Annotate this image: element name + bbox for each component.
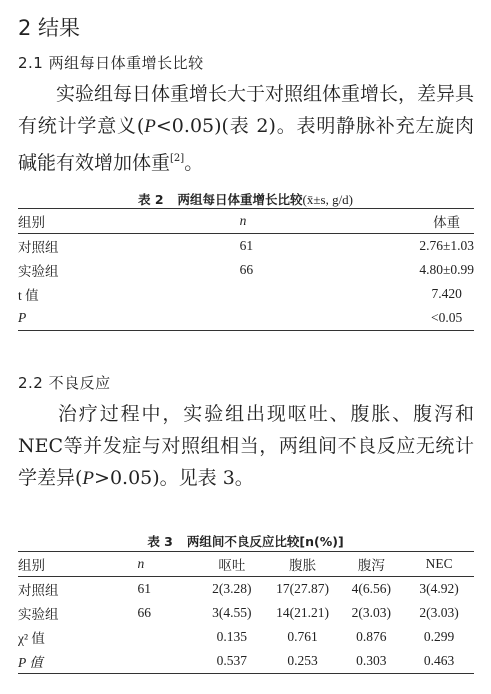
column-header: 体重 bbox=[433, 215, 461, 230]
p-symbol: P bbox=[144, 116, 156, 137]
table-cell: 0.761 bbox=[287, 629, 318, 644]
table2 bbox=[18, 208, 474, 331]
table-row bbox=[18, 649, 474, 674]
paragraph-text: 治疗过程中，实验组出现呕吐、腹胀、腹泻和 NEC等并发症与对照组相当，两组间不良反应无统计学差异( bbox=[18, 403, 474, 489]
reference-mark: [2] bbox=[170, 153, 185, 164]
table-cell: 4(6.56) bbox=[351, 581, 392, 596]
column-header: n bbox=[137, 556, 145, 571]
paragraph-text: 。 bbox=[184, 152, 204, 174]
paragraph-weight-result bbox=[18, 78, 474, 179]
table-cell: 0.253 bbox=[287, 653, 318, 668]
table2-unit: (x̄±s, g/d) bbox=[302, 192, 354, 207]
table-cell: t 值 bbox=[18, 288, 39, 303]
table-cell: 4.80±0.99 bbox=[419, 262, 474, 277]
paragraph-text: >0.05)。见表 3。 bbox=[94, 467, 254, 489]
table-cell: 61 bbox=[137, 581, 151, 596]
table-row bbox=[18, 282, 474, 306]
table-cell: χ² 值 bbox=[18, 631, 45, 646]
table-cell: 实验组 bbox=[18, 264, 59, 279]
table3-title: 两组间不良反应比较[n(%)] bbox=[186, 534, 344, 549]
table-cell: 2(3.03) bbox=[419, 605, 459, 620]
table-cell bbox=[89, 649, 197, 674]
paragraph-adverse-result bbox=[18, 398, 474, 495]
column-header: 组别 bbox=[18, 215, 45, 230]
table-cell: 0.537 bbox=[216, 653, 248, 668]
table2-caption bbox=[0, 190, 491, 208]
table-cell: 对照组 bbox=[18, 583, 59, 598]
subsection-heading-adverse: 2.2 不良反应 bbox=[18, 374, 111, 392]
column-header: n bbox=[239, 213, 247, 228]
table2-number: 表 2 bbox=[137, 192, 164, 207]
table-cell bbox=[188, 282, 380, 306]
section-heading: 2 结果 bbox=[18, 16, 81, 40]
table-cell: 17(27.87) bbox=[276, 581, 330, 596]
table-row bbox=[18, 258, 474, 282]
table-cell: P 值 bbox=[18, 655, 43, 670]
table-header-row bbox=[18, 552, 474, 577]
table-row bbox=[18, 234, 474, 259]
table-cell: 3(4.92) bbox=[419, 581, 459, 596]
table2-title: 两组每日体重增长比较 bbox=[177, 192, 303, 207]
column-header: 腹胀 bbox=[289, 558, 317, 573]
table-cell: 0.303 bbox=[356, 653, 387, 668]
table-row bbox=[18, 306, 474, 331]
column-header: 腹泻 bbox=[357, 558, 385, 573]
column-header: 呕吐 bbox=[218, 558, 246, 573]
table-cell: 3(4.55) bbox=[212, 605, 252, 620]
table-cell: 7.420 bbox=[431, 286, 462, 301]
table-header-row bbox=[18, 209, 474, 234]
paragraph-text: <0.05)(表 2)。表明静脉补充左旋肉碱能有效增加体重 bbox=[18, 115, 475, 174]
paragraph-text: 实验组每日体重增长大于对照组体重增长，差异具有统计学意义( bbox=[18, 83, 475, 137]
table-cell: 0.135 bbox=[216, 629, 248, 644]
table-cell: 0.463 bbox=[423, 653, 455, 668]
table-cell: 实验组 bbox=[18, 607, 59, 622]
table-cell bbox=[188, 306, 380, 331]
table-cell bbox=[89, 625, 197, 649]
subsection-heading-weight: 2.1 两组每日体重增长比较 bbox=[18, 54, 204, 72]
table3-number: 表 3 bbox=[147, 534, 173, 549]
table-row bbox=[18, 601, 474, 625]
column-header: NEC bbox=[425, 556, 453, 571]
table-cell: 2.76±1.03 bbox=[419, 238, 474, 253]
table-cell: 66 bbox=[239, 262, 254, 277]
table-row bbox=[18, 577, 474, 602]
table-cell: 14(21.21) bbox=[276, 605, 330, 620]
table-cell: 2(3.28) bbox=[212, 581, 252, 596]
column-header: 组别 bbox=[18, 558, 45, 573]
table-cell: P bbox=[18, 310, 27, 325]
table-cell: 2(3.03) bbox=[351, 605, 392, 620]
table-cell: 0.299 bbox=[423, 629, 455, 644]
table-cell: 66 bbox=[137, 605, 151, 620]
table3-caption bbox=[0, 532, 491, 550]
table-row bbox=[18, 625, 474, 649]
p-symbol: P bbox=[82, 468, 95, 489]
table-cell: 61 bbox=[239, 238, 254, 253]
table-cell: 0.876 bbox=[356, 629, 387, 644]
table3 bbox=[18, 551, 474, 674]
table-cell: <0.05 bbox=[431, 310, 463, 325]
table-cell: 对照组 bbox=[18, 240, 59, 255]
